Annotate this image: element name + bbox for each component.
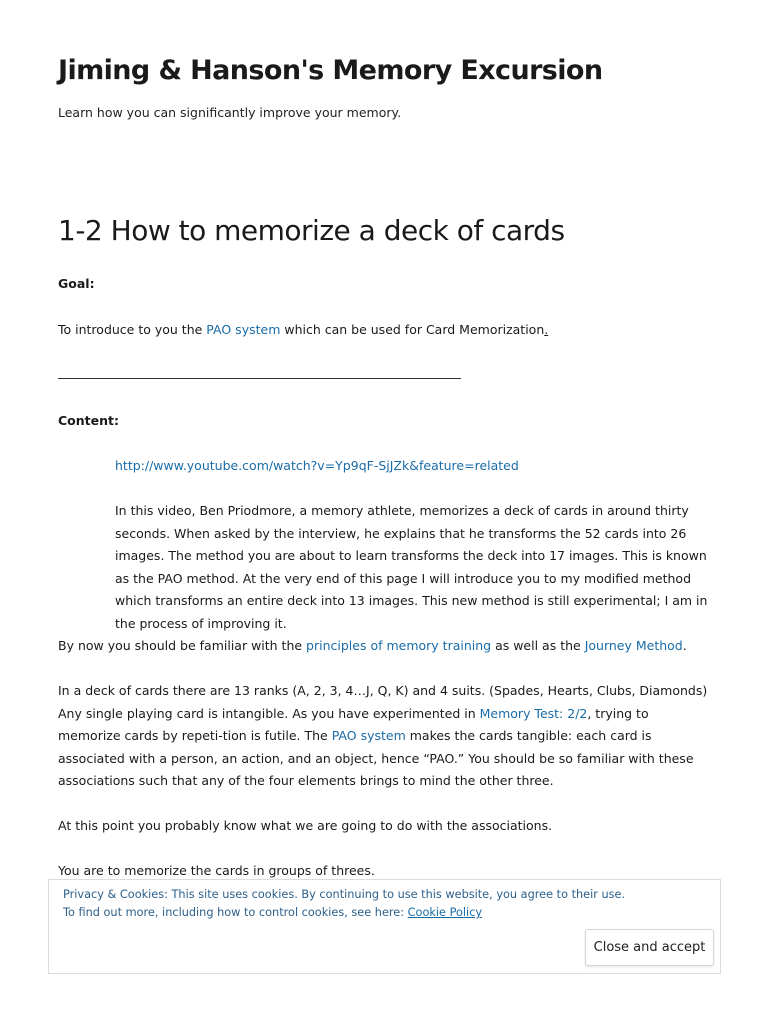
cookie-policy-link[interactable]: Cookie Policy bbox=[407, 906, 483, 919]
cookie-line-2 bbox=[63, 904, 625, 922]
principles-link[interactable]: principles of memory training bbox=[306, 638, 492, 653]
site-description: Learn how you can significantly improve your memory. bbox=[58, 105, 402, 120]
deck-text-2: , trying to memorize cards by repeti-tion is futile. The bbox=[58, 705, 649, 744]
deck-text-3: makes the cards tangible: each card is associated with a person, an action, and an object, hence “PAO.” You should be so familiar with these associations such that any of the four elements brings to mind the other three. bbox=[58, 728, 694, 789]
familiar-paragraph bbox=[58, 635, 714, 658]
cookie-line-1: Privacy & Cookies: This site uses cookies. By continuing to use this website, you agree to their use. bbox=[63, 888, 626, 901]
goal-paragraph bbox=[58, 319, 714, 342]
pao-system-link[interactable]: PAO system bbox=[206, 322, 281, 337]
video-link-line bbox=[115, 455, 715, 478]
deck-paragraph bbox=[58, 680, 714, 793]
youtube-video-link[interactable]: http://www.youtube.com/watch?v=Yp9qF-SjJZk&feature=related bbox=[115, 458, 519, 473]
site-title[interactable]: Jiming & Hanson's Memory Excursion bbox=[58, 55, 603, 86]
post-title: 1-2 How to memorize a deck of cards bbox=[58, 214, 565, 247]
goal-text-2: which can be used for Card Memorization bbox=[280, 322, 545, 337]
close-and-accept-button[interactable]: Close and accept bbox=[585, 929, 714, 966]
cookie-banner bbox=[48, 879, 721, 974]
separator-rule bbox=[58, 378, 461, 379]
content-heading: Content: bbox=[58, 413, 119, 428]
familiar-text: By now you should be familiar with the bbox=[58, 638, 307, 653]
deck-text: In a deck of cards there are 13 ranks (A, 2, 3, 4…J, Q, K) and 4 suits. (Spades, Hearts, Clubs, Diamonds) Any single playing card is intangible. As you have experimented in bbox=[58, 683, 708, 721]
groups-paragraph: You are to memorize the cards in groups of threes. bbox=[58, 863, 375, 878]
associations-paragraph: At this point you probably know what we are going to do with the associations. bbox=[58, 818, 553, 833]
familiar-text-2: as well as the bbox=[491, 638, 585, 653]
familiar-text-3: . bbox=[682, 638, 687, 653]
journey-method-link[interactable]: Journey Method bbox=[584, 638, 683, 653]
memory-test-link[interactable]: Memory Test: 2/2 bbox=[479, 705, 588, 721]
cookie-line-2-text: To find out more, including how to control cookies, see here: bbox=[63, 906, 408, 919]
goal-text: To introduce to you the bbox=[58, 322, 207, 337]
cookie-text bbox=[63, 886, 625, 922]
video-paragraph: In this video, Ben Priodmore, a memory athlete, memorizes a deck of cards in around thirty seconds. When asked by the interview, he explains that he transforms the 52 cards into 26 images. The method you are about to learn transforms the deck into 17 images. This is known as the PAO method. At the very end of this page I will introduce you to my modified method which transforms an entire deck into 13 images. This new method is still experimental; I am in the process of improving it. bbox=[115, 503, 708, 631]
goal-period: . bbox=[544, 322, 549, 337]
goal-heading: Goal: bbox=[58, 276, 95, 291]
pao-system-link-2[interactable]: PAO system bbox=[331, 728, 406, 744]
